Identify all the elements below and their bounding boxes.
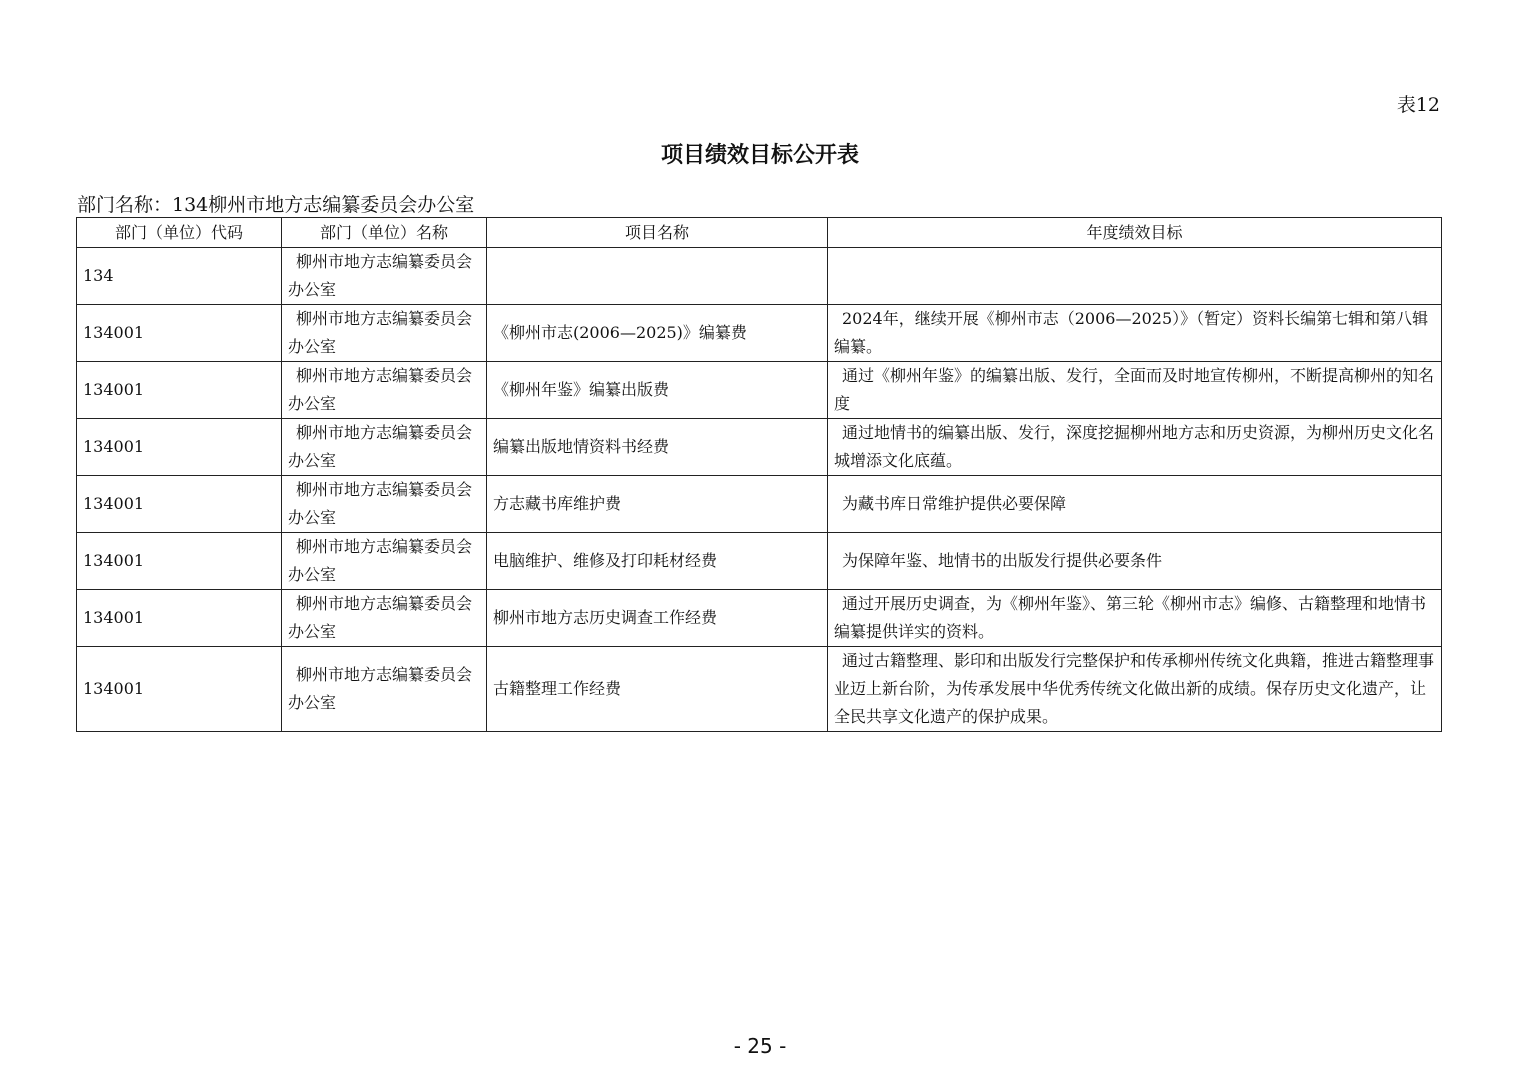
performance-goals-table (76, 217, 1442, 732)
cell-unit-name: 柳州市地方志编纂委员会办公室 (282, 419, 487, 476)
cell-annual-goal: 通过开展历史调查，为《柳州年鉴》、第三轮《柳州市志》编修、古籍整理和地情书编纂提供详实的资料。 (828, 590, 1442, 647)
cell-unit-name: 柳州市地方志编纂委员会办公室 (282, 533, 487, 590)
table-row (77, 590, 1442, 647)
cell-project-name: 《柳州市志(2006—2025)》编纂费 (487, 305, 828, 362)
cell-unit-name: 柳州市地方志编纂委员会办公室 (282, 590, 487, 647)
cell-annual-goal: 2024年，继续开展《柳州市志（2006—2025）》（暂定）资料长编第七辑和第八辑编纂。 (828, 305, 1442, 362)
cell-project-name (487, 248, 828, 305)
table-header-row (77, 218, 1442, 248)
cell-project-name: 古籍整理工作经费 (487, 647, 828, 732)
cell-unit-code: 134 (77, 248, 282, 305)
cell-project-name: 方志藏书库维护费 (487, 476, 828, 533)
table-row (77, 647, 1442, 732)
cell-annual-goal: 通过《柳州年鉴》的编纂出版、发行，全面而及时地宣传柳州，不断提高柳州的知名度 (828, 362, 1442, 419)
cell-unit-code: 134001 (77, 476, 282, 533)
header-annual-goal: 年度绩效目标 (828, 218, 1442, 248)
cell-project-name: 电脑维护、维修及打印耗材经费 (487, 533, 828, 590)
table-row (77, 476, 1442, 533)
table-row (77, 305, 1442, 362)
cell-unit-code: 134001 (77, 419, 282, 476)
header-unit-name: 部门（单位）名称 (282, 218, 487, 248)
cell-unit-name: 柳州市地方志编纂委员会办公室 (282, 248, 487, 305)
department-name-line: 部门名称：134柳州市地方志编纂委员会办公室 (77, 194, 475, 216)
cell-unit-name: 柳州市地方志编纂委员会办公室 (282, 305, 487, 362)
cell-annual-goal: 通过古籍整理、影印和出版发行完整保护和传承柳州传统文化典籍，推进古籍整理事业迈上新台阶，为传承发展中华优秀传统文化做出新的成绩。保存历史文化遗产，让全民共享文化遗产的保护成果。 (828, 647, 1442, 732)
table-row (77, 419, 1442, 476)
document-title: 项目绩效目标公开表 (660, 143, 859, 168)
cell-project-name: 《柳州年鉴》编纂出版费 (487, 362, 828, 419)
page-number: - 25 - (733, 1034, 787, 1058)
cell-unit-code: 134001 (77, 590, 282, 647)
header-unit-code: 部门（单位）代码 (77, 218, 282, 248)
cell-unit-code: 134001 (77, 362, 282, 419)
cell-unit-name: 柳州市地方志编纂委员会办公室 (282, 362, 487, 419)
cell-annual-goal: 为保障年鉴、地情书的出版发行提供必要条件 (828, 533, 1442, 590)
header-project-name: 项目名称 (487, 218, 828, 248)
cell-unit-name: 柳州市地方志编纂委员会办公室 (282, 476, 487, 533)
cell-annual-goal: 为藏书库日常维护提供必要保障 (828, 476, 1442, 533)
table-row (77, 362, 1442, 419)
cell-unit-code: 134001 (77, 305, 282, 362)
cell-annual-goal (828, 248, 1442, 305)
cell-unit-name: 柳州市地方志编纂委员会办公室 (282, 647, 487, 732)
cell-unit-code: 134001 (77, 533, 282, 590)
cell-project-name: 柳州市地方志历史调查工作经费 (487, 590, 828, 647)
table-number: 表12 (1396, 94, 1440, 116)
cell-annual-goal: 通过地情书的编纂出版、发行，深度挖掘柳州地方志和历史资源，为柳州历史文化名城增添文化底蕴。 (828, 419, 1442, 476)
cell-unit-code: 134001 (77, 647, 282, 732)
cell-project-name: 编纂出版地情资料书经费 (487, 419, 828, 476)
table-row (77, 533, 1442, 590)
table-row (77, 248, 1442, 305)
